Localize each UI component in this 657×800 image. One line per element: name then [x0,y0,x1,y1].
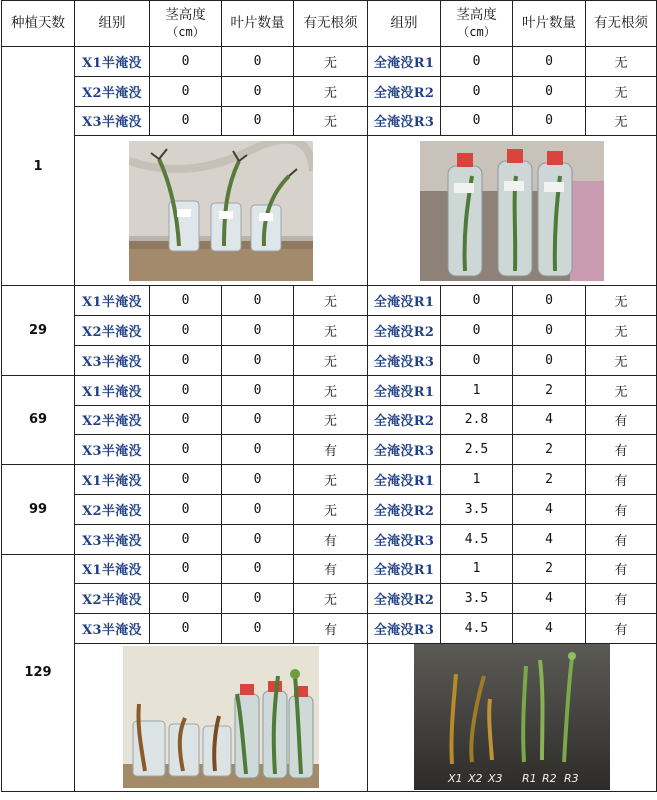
root-cell: 无 [294,286,368,316]
day1-fully-submerged-photo [420,141,604,281]
stem-height-cell: 1 [441,554,513,584]
day-cell: 1 [2,47,75,286]
day1-half-submerged-photo [129,141,313,281]
group-cell: X2半淹没 [75,584,150,614]
root-cell: 有 [586,465,657,495]
day-cell: 99 [2,465,75,554]
leaf-count-cell: 0 [222,465,294,495]
root-cell: 无 [294,584,368,614]
group-cell: X1半淹没 [75,554,150,584]
stem-height-cell: 0 [150,47,222,77]
stem-height-cell: 1 [441,375,513,405]
group-cell: X1半淹没 [75,465,150,495]
day129-fully-submerged-photo-cell [368,643,657,791]
group-cell: X3半淹没 [75,524,150,554]
root-cell: 有 [586,584,657,614]
group-cell: 全淹没R3 [368,435,441,465]
table-row [2,614,657,644]
table-row [2,554,657,584]
root-cell: 有 [294,614,368,644]
day-cell: 29 [2,286,75,375]
stem-height-cell: 0 [150,614,222,644]
root-cell: 无 [294,494,368,524]
header-leaves-full: 叶片数量 [513,1,586,47]
group-cell: 全淹没R1 [368,47,441,77]
group-cell: X3半淹没 [75,345,150,375]
stem-height-cell: 0 [441,106,513,136]
leaf-count-cell: 2 [513,435,586,465]
photo-label-x3: X3 [488,772,503,786]
leaf-count-cell: 0 [222,106,294,136]
leaf-count-cell: 4 [513,584,586,614]
leaf-count-cell: 0 [222,554,294,584]
table-row [2,435,657,465]
table-row [2,286,657,316]
leaf-count-cell: 4 [513,614,586,644]
table-row [2,316,657,346]
stem-height-cell: 3.5 [441,494,513,524]
table-row [2,76,657,106]
root-cell: 无 [294,76,368,106]
day-cell: 129 [2,554,75,791]
group-cell: 全淹没R2 [368,584,441,614]
leaf-count-cell: 0 [222,435,294,465]
table-row [2,47,657,77]
stem-height-cell: 0 [150,405,222,435]
group-cell: 全淹没R2 [368,494,441,524]
root-cell: 无 [294,316,368,346]
header-row [2,1,657,47]
leaf-count-cell: 0 [222,345,294,375]
root-cell: 无 [294,47,368,77]
header-stem-height-full: 茎高度 （cm） [441,1,513,47]
table-row [2,584,657,614]
day-cell: 69 [2,375,75,464]
root-cell: 无 [294,375,368,405]
photo-label-r3: R3 [564,772,579,786]
stem-height-cell: 3.5 [441,584,513,614]
leaf-count-cell: 0 [513,47,586,77]
leaf-count-cell: 4 [513,405,586,435]
root-cell: 有 [294,435,368,465]
root-cell: 无 [586,286,657,316]
root-cell: 有 [586,524,657,554]
leaf-count-cell: 0 [222,375,294,405]
leaf-count-cell: 0 [513,316,586,346]
root-cell: 无 [586,47,657,77]
group-cell: 全淹没R3 [368,106,441,136]
growth-data-table [1,0,657,792]
stem-height-cell: 4.5 [441,614,513,644]
group-cell: 全淹没R1 [368,554,441,584]
leaf-count-cell: 0 [222,524,294,554]
leaf-count-cell: 0 [222,405,294,435]
stem-height-cell: 1 [441,465,513,495]
group-cell: X1半淹没 [75,286,150,316]
stem-height-cell: 4.5 [441,524,513,554]
table-row [2,375,657,405]
stem-height-cell: 0 [441,76,513,106]
header-day: 种植天数 [2,1,75,47]
leaf-count-cell: 0 [222,584,294,614]
root-cell: 有 [294,524,368,554]
leaf-count-cell: 2 [513,554,586,584]
leaf-count-cell: 4 [513,524,586,554]
header-leaves-half: 叶片数量 [222,1,294,47]
root-cell: 有 [294,554,368,584]
group-cell: 全淹没R1 [368,465,441,495]
root-cell: 无 [294,345,368,375]
group-cell: X3半淹没 [75,435,150,465]
day129-fully-submerged-photo [414,644,610,790]
stem-height-cell: 0 [150,435,222,465]
group-cell: X2半淹没 [75,76,150,106]
group-cell: X3半淹没 [75,106,150,136]
table-row [2,465,657,495]
header-roots-full: 有无根须 [586,1,657,47]
leaf-count-cell: 0 [513,345,586,375]
root-cell: 无 [294,405,368,435]
photo-row [2,643,657,791]
photo-label-r1: R1 [522,772,537,786]
leaf-count-cell: 2 [513,465,586,495]
stem-height-cell: 0 [150,316,222,346]
stem-height-cell: 2.8 [441,405,513,435]
leaf-count-cell: 0 [513,106,586,136]
leaf-count-cell: 0 [222,76,294,106]
group-cell: X1半淹没 [75,375,150,405]
root-cell: 有 [586,494,657,524]
stem-height-cell: 0 [441,316,513,346]
group-cell: 全淹没R1 [368,375,441,405]
group-cell: X2半淹没 [75,316,150,346]
table-row [2,405,657,435]
day1-half-submerged-photo-cell [75,136,368,286]
stem-height-cell: 0 [150,76,222,106]
day1-fully-submerged-photo-cell [368,136,657,286]
stem-height-cell: 0 [150,375,222,405]
stem-height-cell: 0 [150,584,222,614]
root-cell: 无 [586,375,657,405]
header-stem-height-half: 茎高度 （cm） [150,1,222,47]
stem-height-cell: 0 [150,524,222,554]
photo-row [2,136,657,286]
table-row [2,106,657,136]
group-cell: X2半淹没 [75,405,150,435]
stem-height-cell: 2.5 [441,435,513,465]
group-cell: 全淹没R3 [368,614,441,644]
root-cell: 有 [586,435,657,465]
header-stem-unit: （cm） [457,24,496,39]
leaf-count-cell: 0 [222,614,294,644]
root-cell: 无 [586,106,657,136]
root-cell: 无 [294,465,368,495]
stem-height-cell: 0 [441,47,513,77]
day129-half-submerged-photo-cell [75,643,368,791]
stem-height-cell: 0 [441,345,513,375]
leaf-count-cell: 0 [222,494,294,524]
root-cell: 无 [586,316,657,346]
root-cell: 有 [586,405,657,435]
table-row [2,345,657,375]
photo-label-x2: X2 [468,772,483,786]
group-cell: X2半淹没 [75,494,150,524]
stem-height-cell: 0 [150,106,222,136]
group-cell: 全淹没R3 [368,345,441,375]
stem-height-cell: 0 [441,286,513,316]
header-roots-half: 有无根须 [294,1,368,47]
group-cell: 全淹没R2 [368,405,441,435]
photo-label-r2: R2 [542,772,557,786]
header-group-full: 组别 [368,1,441,47]
group-cell: 全淹没R3 [368,524,441,554]
stem-height-cell: 0 [150,286,222,316]
stem-height-cell: 0 [150,345,222,375]
leaf-count-cell: 4 [513,494,586,524]
group-cell: 全淹没R1 [368,286,441,316]
root-cell: 无 [586,345,657,375]
group-cell: X3半淹没 [75,614,150,644]
leaf-count-cell: 0 [513,76,586,106]
leaf-count-cell: 0 [222,316,294,346]
stem-height-cell: 0 [150,554,222,584]
photo-label-x1: X1 [448,772,463,786]
leaf-count-cell: 0 [513,286,586,316]
stem-height-cell: 0 [150,494,222,524]
leaf-count-cell: 2 [513,375,586,405]
root-cell: 无 [294,106,368,136]
root-cell: 有 [586,614,657,644]
leaf-count-cell: 0 [222,47,294,77]
header-stem-unit: （cm） [166,24,205,39]
table-row [2,494,657,524]
day129-half-submerged-photo [123,646,319,788]
leaf-count-cell: 0 [222,286,294,316]
header-group-half: 组别 [75,1,150,47]
group-cell: 全淹没R2 [368,76,441,106]
group-cell: X1半淹没 [75,47,150,77]
root-cell: 有 [586,554,657,584]
root-cell: 无 [586,76,657,106]
table-row [2,524,657,554]
stem-height-cell: 0 [150,465,222,495]
group-cell: 全淹没R2 [368,316,441,346]
